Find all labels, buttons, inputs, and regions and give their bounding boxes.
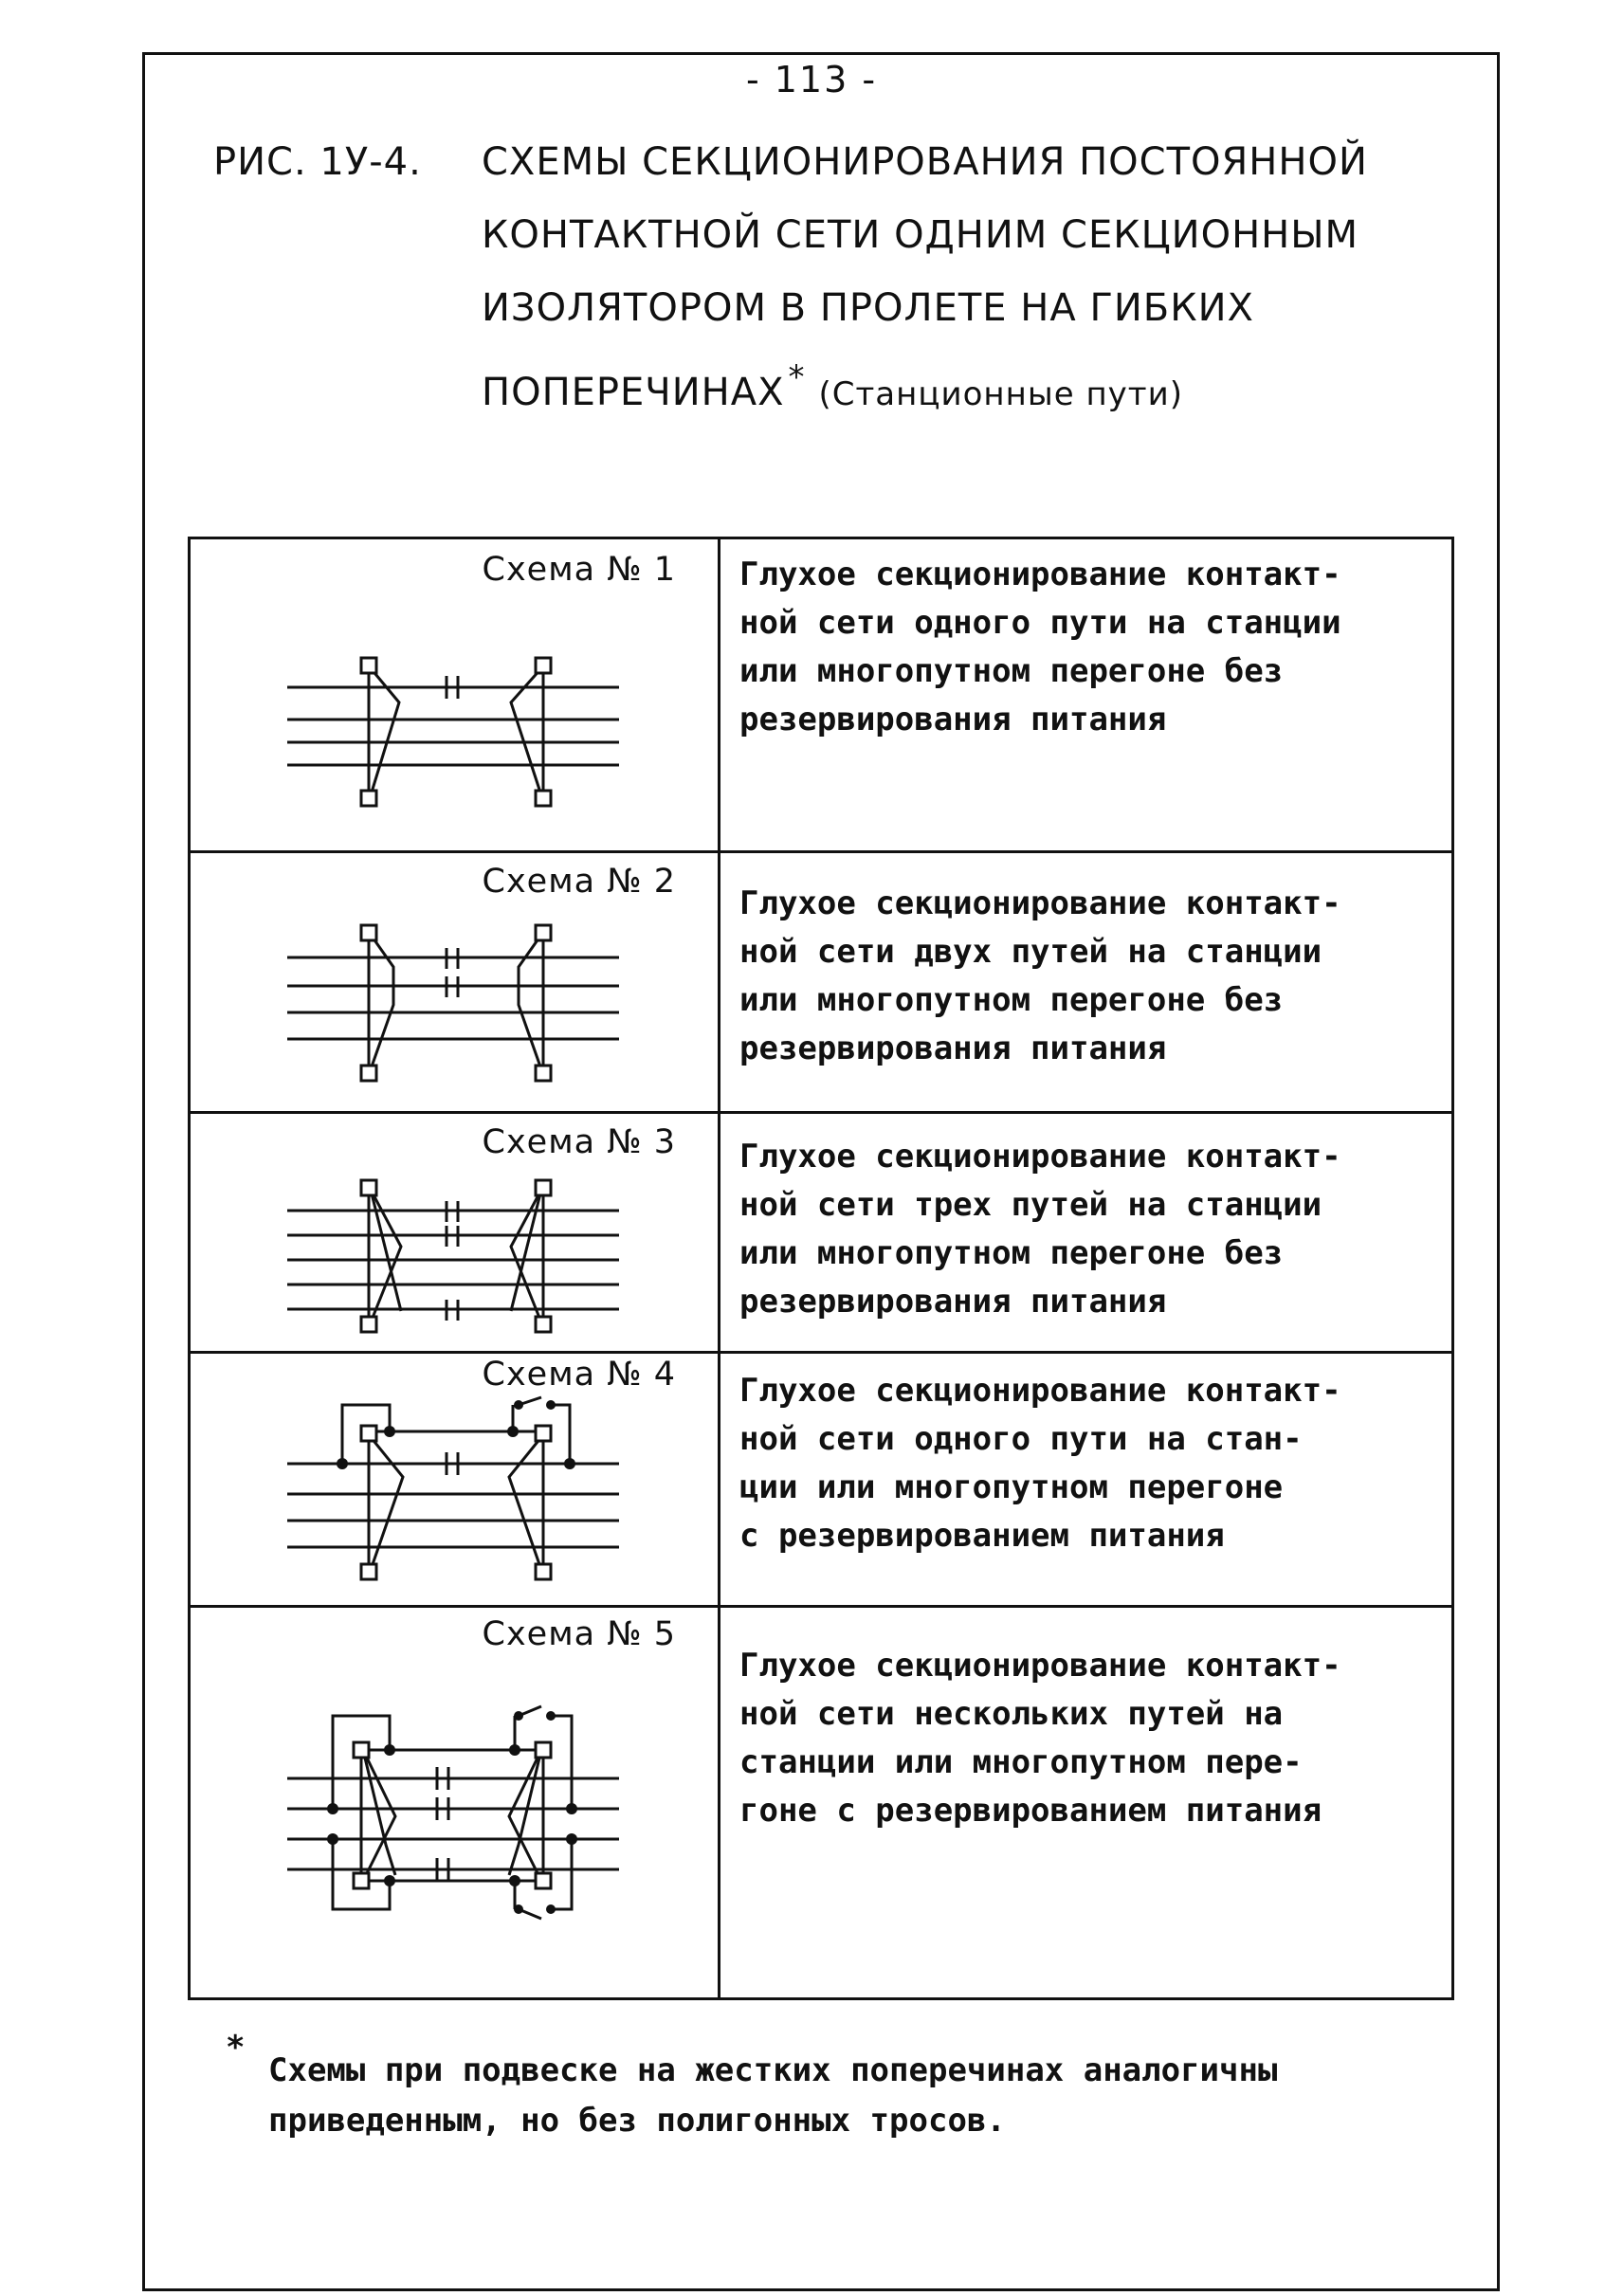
scheme-row-1: [191, 539, 1451, 850]
scheme-diagram-cell: [191, 1608, 718, 1997]
figure-title-line-2: КОНТАКТНОЙ СЕТИ ОДНИМ СЕКЦИОННЫМ: [482, 213, 1359, 257]
figure-subtitle: (Станционные пути): [818, 375, 1183, 413]
scheme-description-cell: [718, 1114, 1451, 1351]
scheme-description-cell: [718, 539, 1451, 850]
scheme-4-diagram: [191, 1354, 718, 1608]
scheme-row-3: [191, 1111, 1451, 1351]
scheme-description-cell: [718, 1354, 1451, 1605]
figure-title-last-word: ПОПЕРЕЧИНАХ: [482, 371, 785, 414]
figure-title-line-3: ИЗОЛЯТОРОМ В ПРОЛЕТЕ НА ГИБКИХ: [482, 286, 1254, 330]
scheme-title: Схема № 3: [482, 1123, 676, 1161]
scheme-description: Глухое секционирование контакт- ной сети трех путей на станции или многопутном перегоне без резервирования питания: [739, 1138, 1341, 1321]
scheme-description-cell: [718, 853, 1451, 1111]
footnote-text: Схемы при подвеске на жестких поперечинах аналогичны приведенным, но без полигонных тросов.: [268, 2051, 1278, 2140]
footnote-star: *: [226, 2029, 246, 2067]
scheme-1-diagram: [191, 539, 718, 850]
scheme-description: Глухое секционирование контакт- ной сети нескольких путей на станции или многопутном пере- гоне с резервированием питания: [739, 1647, 1341, 1830]
scheme-description-cell: [718, 1608, 1451, 1997]
scheme-title: Схема № 5: [482, 1615, 676, 1653]
footnote-marker: *: [788, 358, 806, 396]
scheme-5-diagram: [191, 1608, 718, 2000]
scheme-title: Схема № 4: [482, 1356, 676, 1394]
scheme-diagram-cell: [191, 1114, 718, 1351]
figure-title-line-1: СХЕМЫ СЕКЦИОНИРОВАНИЯ ПОСТОЯННОЙ: [482, 140, 1368, 184]
scheme-row-2: [191, 850, 1451, 1111]
scheme-title: Схема № 1: [482, 551, 676, 589]
scheme-diagram-cell: [191, 1354, 718, 1605]
scheme-diagram-cell: [191, 853, 718, 1111]
scheme-row-4: [191, 1351, 1451, 1605]
scheme-row-5: [191, 1605, 1451, 1997]
scheme-2-diagram: [191, 853, 718, 1114]
page-number: - 113 -: [745, 59, 878, 100]
figure-label: РИС. 1У-4.: [213, 140, 422, 184]
scheme-description: Глухое секционирование контакт- ной сети одного пути на стан- ции или многопутном перегоне с резервированием питания: [739, 1372, 1341, 1555]
scheme-3-diagram: [191, 1114, 718, 1354]
scheme-description: Глухое секционирование контакт- ной сети двух путей на станции или многопутном перегоне без резервирования питания: [739, 884, 1341, 1067]
scheme-description: Глухое секционирование контакт- ной сети одного пути на станции или многопутном перегоне без резервирования питания: [739, 556, 1341, 738]
figure-title-line-4: [482, 358, 1183, 414]
scheme-title: Схема № 2: [482, 863, 676, 901]
scheme-diagram-cell: [191, 539, 718, 850]
scheme-table: [188, 537, 1454, 2000]
